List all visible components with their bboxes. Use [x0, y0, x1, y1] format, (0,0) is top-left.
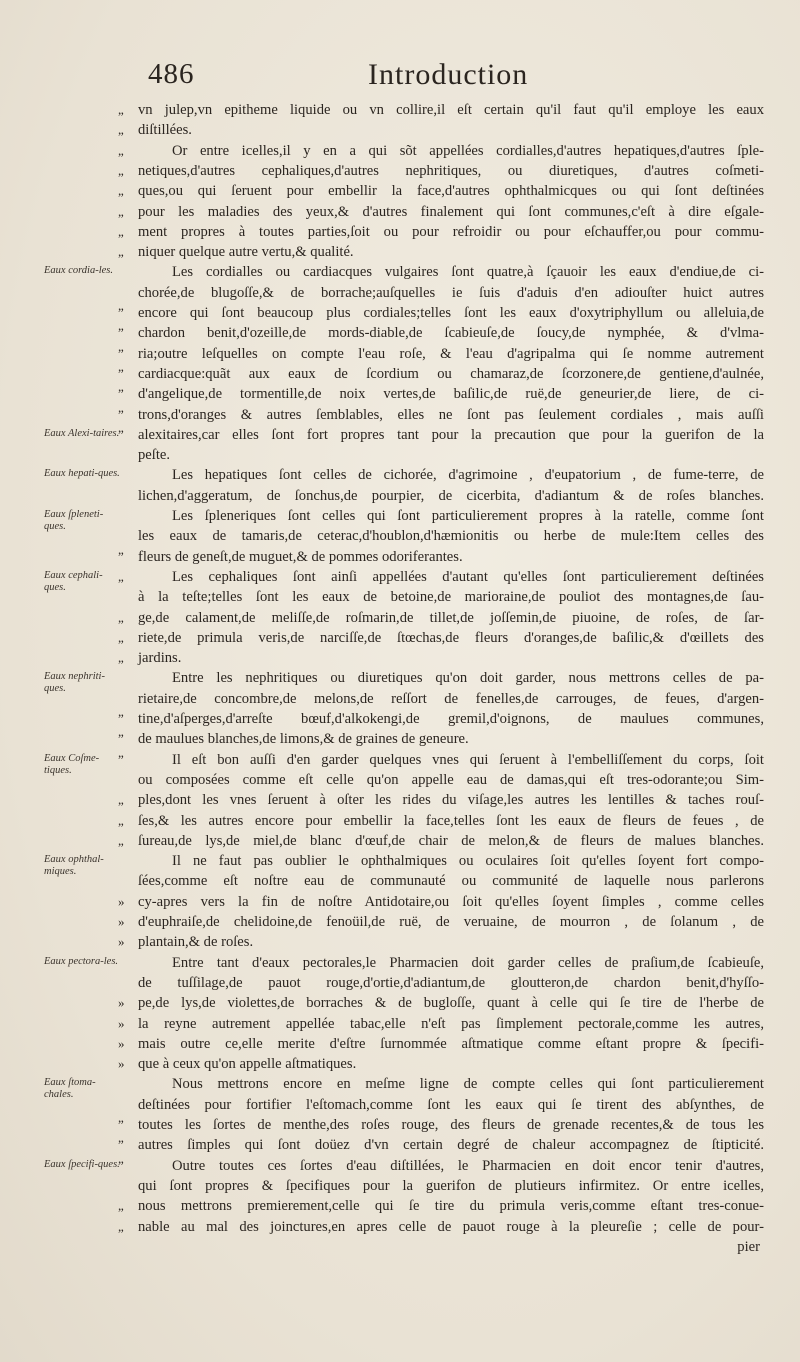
margin-note: Eaux pectora-les.	[44, 955, 119, 967]
quote-mark: ”	[118, 1117, 124, 1132]
line-text: mais outre ce,elle merite d'eſtre ſurnommée aſtmatique comme eſtant propre & ſpecifi-	[138, 1035, 764, 1052]
text-line	[0, 384, 800, 404]
text-line	[0, 405, 800, 425]
line-text: rietaire,de concombre,de melons,de reſſort de fenelles,de carrouges, de feues, d'argen-	[138, 690, 764, 707]
line-text: vn julep,vn epitheme liquide ou vn collire,il eſt certain qu'il faut qu'il employe les eaux	[138, 102, 764, 118]
line-text: ria;outre leſquelles on compte l'eau roſe, & l'eau d'agripalma qui ſe nomme autrement	[138, 345, 764, 362]
text-line	[0, 242, 800, 262]
text-line	[0, 729, 800, 749]
text-line	[0, 1176, 800, 1196]
line-text: d'angelique,de tormentille,de noix vertes,de baſilic,de ruë,de geneurier,de liere, de ci-	[138, 386, 764, 403]
text-line	[0, 648, 800, 668]
quote-mark: »	[118, 1015, 125, 1031]
text-line	[0, 1014, 800, 1034]
quote-mark: „	[118, 792, 124, 808]
line-text: chardon benit,d'ozeille,de mords-diable,de ſcabieuſe,de ſoucy,de nymphée, & d'vlma-	[138, 325, 764, 342]
line-text: Entre tant d'eaux pectorales,le Pharmacien doit garder celles de praſium,de ſcabieuſe,	[172, 954, 764, 971]
line-text: niquer quelque autre vertu,& qualité.	[138, 244, 354, 261]
quote-mark: „	[118, 223, 124, 239]
line-text: pier	[737, 1238, 760, 1255]
quote-mark: „	[118, 568, 124, 584]
text-line	[0, 323, 800, 343]
quote-mark: „	[118, 244, 124, 260]
line-text: toutes les ſortes de menthe,des roſes rouge, des fleurs de grenade recentes,& de tous les	[138, 1117, 764, 1133]
text-line	[0, 709, 800, 729]
line-text: Outre toutes ces ſortes d'eau diſtillées, le Pharmacien en doit encor tenir d'autres,	[172, 1157, 764, 1174]
text-line	[0, 1196, 800, 1216]
line-text: nable au mal des joinctures,en apres celle de pauot rouge à la pleureſie ; celle de pour-	[138, 1218, 764, 1235]
line-text: autres ſimples qui ſont doüez d'vn certain degré de chaleur accompagnez de ſtipticité.	[138, 1137, 764, 1154]
page-number: 486	[148, 58, 195, 90]
quote-mark: „	[118, 1198, 124, 1214]
quote-mark: „	[118, 203, 124, 219]
quote-mark: „	[118, 122, 124, 138]
line-text: ſureau,de lys,de miel,de blanc d'œuf,de chair de melon,& de fleurs de malues blanches.	[138, 832, 764, 849]
text-line	[0, 993, 800, 1013]
margin-note: Eaux ſtoma-chales.	[44, 1077, 96, 1101]
quote-mark: ”	[118, 731, 124, 747]
text-line	[0, 547, 800, 567]
line-text: la reyne autrement appellée tabac,elle n'eſt pas ſimplement pectorale,comme les autres,	[138, 1015, 764, 1032]
text-line	[0, 181, 800, 201]
quote-mark: ”	[118, 406, 124, 422]
text-line	[0, 628, 800, 648]
line-text: ſées,comme eſt noſtre eau de communauté ou communité de laquelle nous parlerons	[138, 873, 764, 890]
line-text: Il eſt bon auſſi d'en garder quelques vnes qui ſeruent à l'embelliſſement du corps, ſoit	[172, 751, 764, 768]
quote-mark: ”	[118, 711, 124, 726]
quote-mark: „	[118, 102, 124, 117]
text-line	[0, 1135, 800, 1155]
line-text: qui ſont propres & ſpecifiques pour la guerifon de plutieurs infirmitez. Or entre icelles,	[138, 1177, 764, 1194]
page-header	[0, 58, 800, 98]
margin-note: Eaux hepati-ques.	[44, 468, 120, 480]
line-text: ou composées comme eſt celle qu'on appelle eau de damas,qui eſt tres-odorante;ou Sim-	[138, 771, 764, 788]
line-text: de maulues blanches,de limons,& de graines de geneure.	[138, 731, 469, 748]
line-text: que à ceux qu'on appelle aſtmatiques.	[138, 1056, 357, 1073]
line-text: Les ſpleneriques ſont celles qui ſont particulierement propres à la ratelle, comme ſont	[172, 508, 764, 524]
quote-mark: „	[118, 142, 124, 158]
quote-mark: ”	[118, 751, 124, 767]
line-text: d'euphraiſe,de chelidoine,de fenoüil,de ruë, de veruaine, de mourron , de ſolanum , de	[138, 914, 764, 930]
quote-mark: ”	[118, 365, 124, 381]
margin-note: Eaux ophthal-miques.	[44, 854, 104, 878]
line-text: de tuſſilage,de pauot rouge,d'ortie,d'adiantum,de gloutteron,de chardon benit,d'hyſſo-	[138, 974, 764, 991]
line-text: ſes,& les autres encore pour embellir la face,telles ſont les eaux de fleurs de feues , de	[138, 812, 764, 829]
line-text: cardiacque:quãt aux eaux de ſcordium ou chamaraz,de ſcorzonere,de gentiene,d'aulnée,	[138, 365, 764, 382]
text-line	[0, 486, 800, 506]
running-head: Introduction	[368, 58, 529, 91]
text-line	[0, 1054, 800, 1074]
text-line	[0, 161, 800, 181]
line-text: lichen,d'aggeratum, de ſonchus,de pourpier, de cicerbita, d'adiantum & de roſes blanches.	[138, 487, 764, 504]
line-text: cy-apres vers la fin de noſtre Antidotaire,ou ſoit qu'elles ſoyent ſimples , comme celles	[138, 893, 764, 910]
line-text: tine,d'aſperges,d'arreſte bœuf,d'alkokengi,de gremil,d'oignons, de maulues communes,	[138, 711, 764, 727]
line-text: pour les maladies des yeux,& d'autres finalement qui ſont communes,c'eſt à dire eſgale-	[138, 203, 764, 220]
text-line	[0, 303, 800, 323]
text-line	[0, 1034, 800, 1054]
quote-mark: „	[118, 609, 124, 625]
quote-mark: »	[118, 995, 125, 1011]
text-line	[0, 1115, 800, 1135]
line-text: ment propres à toutes parties,ſoit ou pour refroidir ou pour eſchauffer,ou pour commu-	[138, 223, 764, 240]
quote-mark: ”	[118, 1157, 124, 1173]
text-line	[0, 141, 800, 161]
quote-mark: „	[118, 832, 124, 848]
line-text: nous mettrons premierement,celle qui ſe tire du primula veris,comme eſtant tres-conue-	[138, 1198, 764, 1215]
line-text: alexitaires,car elles ſont fort propres tant pour la precaution que pour la guerifon de la	[138, 426, 764, 443]
line-text: peſte.	[138, 447, 171, 464]
line-text: trons,d'oranges & autres ſemblables, elles ne ſont pas ſeulement cordiales , mais auſſi	[138, 406, 764, 423]
text-line	[0, 1237, 800, 1257]
margin-note: Eaux ſpecifi-ques.	[44, 1158, 120, 1170]
line-text: ples,dont les vnes ſeruent à oſter les rides du viſage,les autres les lentilles & taches rouſ-	[138, 792, 764, 809]
quote-mark: ”	[118, 325, 124, 341]
quote-mark: „	[118, 1218, 124, 1234]
text-line	[0, 932, 800, 952]
line-text: riete,de primula veris,de narciſſe,de ſtœchas,de fleurs d'oranges,de baſilic,& d'œillets des	[138, 629, 764, 646]
line-text: deſtinées pour fortifier l'eſtomach,comme ſont les eaux qui ſe tirent des abſynthes, de	[138, 1096, 764, 1113]
line-text: chorée,de blugoſſe,& de borrache;auſquelles ie ſuis d'aduis d'en adiouſter huict autres	[138, 284, 764, 301]
quote-mark: „	[118, 812, 124, 828]
text-line	[0, 344, 800, 364]
quote-mark: ”	[118, 305, 124, 320]
line-text: ques,ou qui ſeruent pour embellir la face,d'autres ophthalmicques ou qui ſont deſtinées	[138, 183, 764, 200]
text-line	[0, 973, 800, 993]
text-line	[0, 811, 800, 831]
margin-note: Eaux cordia-les.	[44, 265, 114, 277]
text-line	[0, 1217, 800, 1237]
text-line	[0, 283, 800, 303]
line-text: encore qui ſont beaucoup plus cordiales;telles ſont les eaux d'oxytriphyllum ou alleluia,de	[138, 305, 764, 321]
margin-note: Eaux Coſme-tiques.	[44, 752, 100, 776]
line-text: Or entre icelles,il y en a qui sõt appellées cordialles,d'autres hepatiques,d'autres ſple-	[172, 142, 764, 159]
line-text: fleurs de geneſt,de muguet,& de pommes odoriferantes.	[138, 548, 463, 565]
line-text: les eaux de tamaris,de ceterac,d'houblon,d'hæmionitis ou herbe de mule:Item celles des	[138, 528, 764, 545]
quote-mark: „	[118, 650, 124, 666]
text-line	[0, 892, 800, 912]
line-text: netiques,d'autres cephaliques,d'autres nephritiques, ou diuretiques, d'autres coſmeti-	[138, 162, 764, 179]
text-line	[0, 608, 800, 628]
line-text: plantain,& de roſes.	[138, 934, 254, 951]
line-text: diſtillées.	[138, 122, 192, 139]
text-line	[0, 445, 800, 465]
quote-mark: »	[118, 1035, 125, 1051]
margin-note: Eaux nephriti-ques.	[44, 671, 105, 695]
margin-note: Eaux Alexi-taires.	[44, 427, 120, 439]
quote-mark: „	[118, 183, 124, 199]
quote-mark: ”	[118, 386, 124, 402]
quote-mark: »	[118, 914, 125, 929]
text-line	[0, 831, 800, 851]
line-text: pe,de lys,de violettes,de borraches & de bugloſſe, quant à celle qui ſe tire de l'herbe de	[138, 995, 764, 1012]
quote-mark: ”	[118, 426, 124, 442]
text-line	[0, 364, 800, 384]
text-line	[0, 120, 800, 140]
quote-mark: »	[118, 1056, 125, 1072]
line-text: Il ne faut pas oublier le ophthalmiques ou oculaires ſoit qu'elles ſoyent fort compo-	[172, 853, 764, 870]
text-line	[0, 790, 800, 810]
quote-mark: »	[118, 893, 125, 909]
quote-mark: ”	[118, 1137, 124, 1153]
text-line	[0, 912, 800, 932]
text-line	[0, 222, 800, 242]
quote-mark: ”	[118, 548, 124, 564]
margin-note: Eaux cephali-ques.	[44, 569, 103, 593]
line-text: Nous mettrons encore en meſme ligne de compte celles qui ſont particulierement	[172, 1076, 764, 1093]
text-line	[0, 100, 800, 120]
quote-mark: »	[118, 934, 125, 950]
line-text: Les cordialles ou cardiacques vulgaires ſont quatre,à ſçauoir les eaux d'endiue,de ci-	[172, 264, 764, 281]
line-text: à la teſte;telles ſont les eaux de betoine,de marioraine,de pouliot des montagnes,de ſau-	[138, 589, 764, 606]
line-text: Les cephaliques ſont ainſi appellées d'autant qu'elles ſont particulierement deſtinées	[172, 568, 764, 585]
line-text: Les hepatiques ſont celles de cichorée, d'agrimoine , d'eupatorium , de fume-terre, de	[172, 467, 764, 484]
text-line	[0, 202, 800, 222]
quote-mark: ”	[118, 345, 124, 361]
line-text: ge,de calament,de meliſſe,de roſmarin,de tillet,de joſſemin,de piuoine, de roſes, de ſar-	[138, 609, 764, 626]
quote-mark: „	[118, 162, 124, 178]
line-text: Entre les nephritiques ou diuretiques qu'on doit garder, nous mettrons celles de pa-	[172, 670, 764, 687]
quote-mark: „	[118, 629, 124, 645]
line-text: jardins.	[138, 650, 182, 667]
margin-note: Eaux ſpleneti-ques.	[44, 509, 104, 532]
